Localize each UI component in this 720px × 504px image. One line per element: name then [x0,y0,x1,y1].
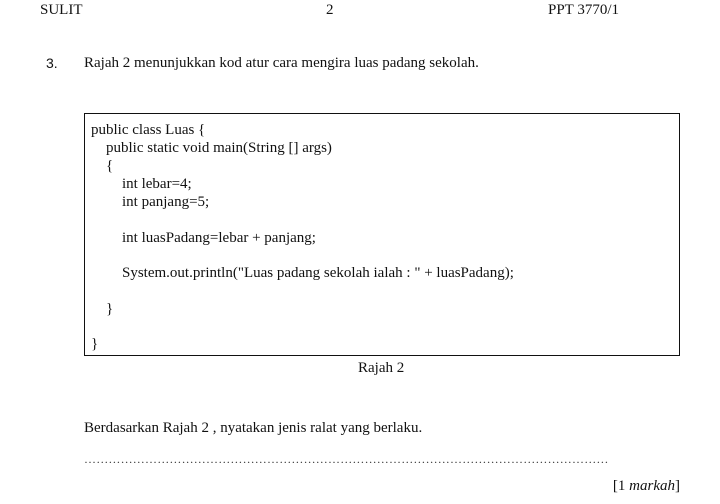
code-line: public static void main(String [] args) [106,140,332,156]
marks-word: markah [629,478,675,494]
code-line: } [106,301,114,317]
question-number: 3. [46,55,58,71]
code-listing-box [84,113,680,356]
marks-allocation [613,478,680,495]
paper-code: PPT 3770/1 [548,2,619,18]
answer-line: ………………………………………………………………………………………………………………… [84,452,609,466]
code-line: int panjang=5; [122,194,210,210]
code-line: public class Luas { [91,122,206,138]
figure-caption: Rajah 2 [358,360,405,376]
header-classification: SULIT [40,2,83,18]
code-line: System.out.println("Luas padang sekolah ialah : " + luasPadang); [122,265,514,281]
question-text: Rajah 2 menunjukkan kod atur cara mengira luas padang sekolah. [84,55,479,71]
marks-close: ] [675,478,680,494]
code-line: int lebar=4; [122,176,192,192]
code-line: } [91,336,99,352]
marks-open: [1 [612,478,630,494]
question-instruction: Berdasarkan Rajah 2 , nyatakan jenis ralat yang berlaku. [84,420,423,436]
code-line: int luasPadang=lebar + panjang; [122,230,316,246]
code-line: { [106,158,114,174]
page-number: 2 [326,2,334,18]
